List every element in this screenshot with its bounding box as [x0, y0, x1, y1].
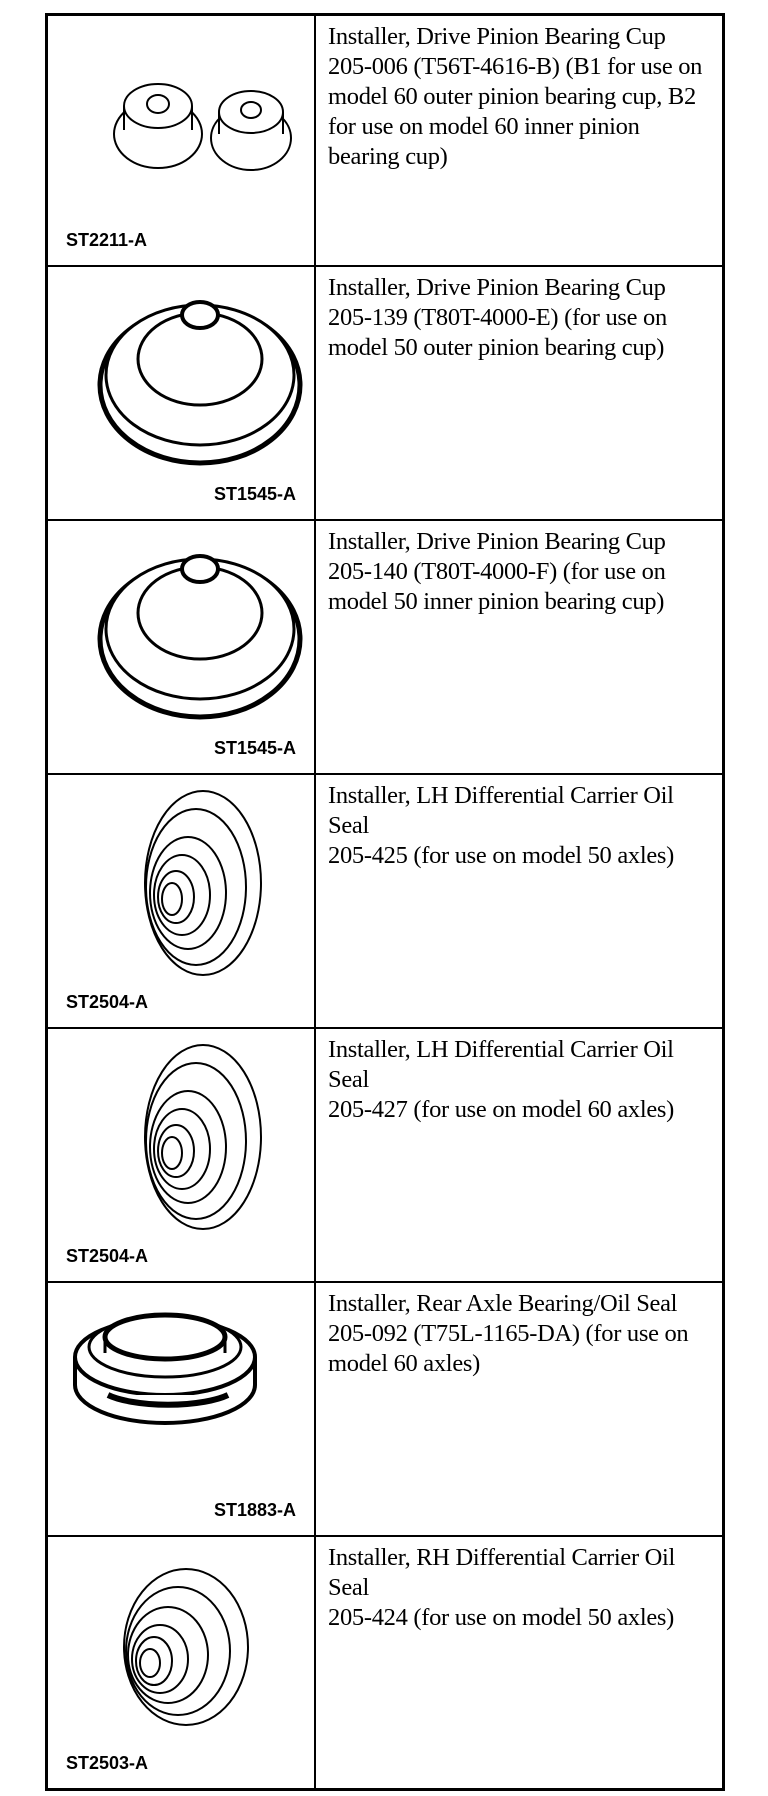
stepped-seal-installer-icon: [48, 775, 313, 1029]
tool-title: Installer, Drive Pinion Bearing Cup: [328, 528, 666, 555]
table-row: [45, 13, 725, 267]
tool-illustration-cell: [48, 1029, 316, 1281]
tool-detail: 205-092 (T75L-1165-DA) (for use on model 60 axles): [328, 1320, 689, 1377]
table-row: [45, 775, 725, 1029]
tool-illustration-cell: [48, 1537, 316, 1788]
table-row: [45, 1283, 725, 1537]
tool-title: Installer, Rear Axle Bearing/Oil Seal: [328, 1290, 678, 1317]
illustration-code: ST2504-A: [66, 1246, 149, 1266]
table-row: [45, 521, 725, 775]
illustration-code: ST1545-A: [213, 484, 296, 504]
tool-title: Installer, Drive Pinion Bearing Cup: [328, 23, 666, 50]
tool-title: Installer, RH Differential Carrier Oil Seal: [328, 1544, 676, 1601]
tool-description: [316, 775, 722, 1027]
table-row: [45, 267, 725, 521]
ring-seal-installer-icon: [48, 1283, 313, 1537]
table-row: [45, 1537, 725, 1791]
illustration-code: ST1545-A: [213, 738, 296, 758]
table-row: [45, 1029, 725, 1283]
bearing-cup-installer-icon: [48, 521, 313, 775]
bearing-cup-installer-icon: [48, 267, 313, 521]
tool-description: [316, 1537, 722, 1788]
tool-illustration-cell: [48, 16, 316, 265]
illustration-code: ST2503-A: [66, 1753, 149, 1773]
tool-title: Installer, LH Differential Carrier Oil Seal: [328, 782, 674, 839]
illustration-code: ST2504-A: [66, 992, 149, 1012]
special-tools-table: [45, 13, 725, 1791]
tool-description: [316, 1029, 722, 1281]
tool-illustration-cell: [48, 521, 316, 773]
illustration-code: ST1883-A: [213, 1500, 296, 1520]
tool-description: [316, 521, 722, 773]
tool-description: [316, 1283, 722, 1535]
tool-description: [316, 16, 722, 265]
tool-description: [316, 267, 722, 519]
tool-detail: 205-139 (T80T-4000-E) (for use on model 50 outer pinion bearing cup): [328, 304, 667, 361]
tool-illustration-cell: [48, 1283, 316, 1535]
tool-detail: 205-427 (for use on model 60 axles): [328, 1096, 675, 1123]
tool-title: Installer, LH Differential Carrier Oil Seal: [328, 1036, 674, 1093]
tool-title: Installer, Drive Pinion Bearing Cup: [328, 274, 666, 301]
tool-detail: 205-140 (T80T-4000-F) (for use on model 50 inner pinion bearing cup): [328, 558, 666, 615]
stepped-seal-installer-icon: [48, 1029, 313, 1283]
illustration-code: ST2211-A: [66, 230, 148, 250]
tool-detail: 205-006 (T56T-4616-B) (B1 for use on model 60 outer pinion bearing cup, B2 for use on model 60 inner pinion bearing cup): [328, 53, 703, 170]
tool-illustration-cell: [48, 775, 316, 1027]
tool-detail: 205-424 (for use on model 50 axles): [328, 1604, 675, 1631]
tool-illustration-cell: [48, 267, 316, 519]
tool-detail: 205-425 (for use on model 50 axles): [328, 842, 675, 869]
